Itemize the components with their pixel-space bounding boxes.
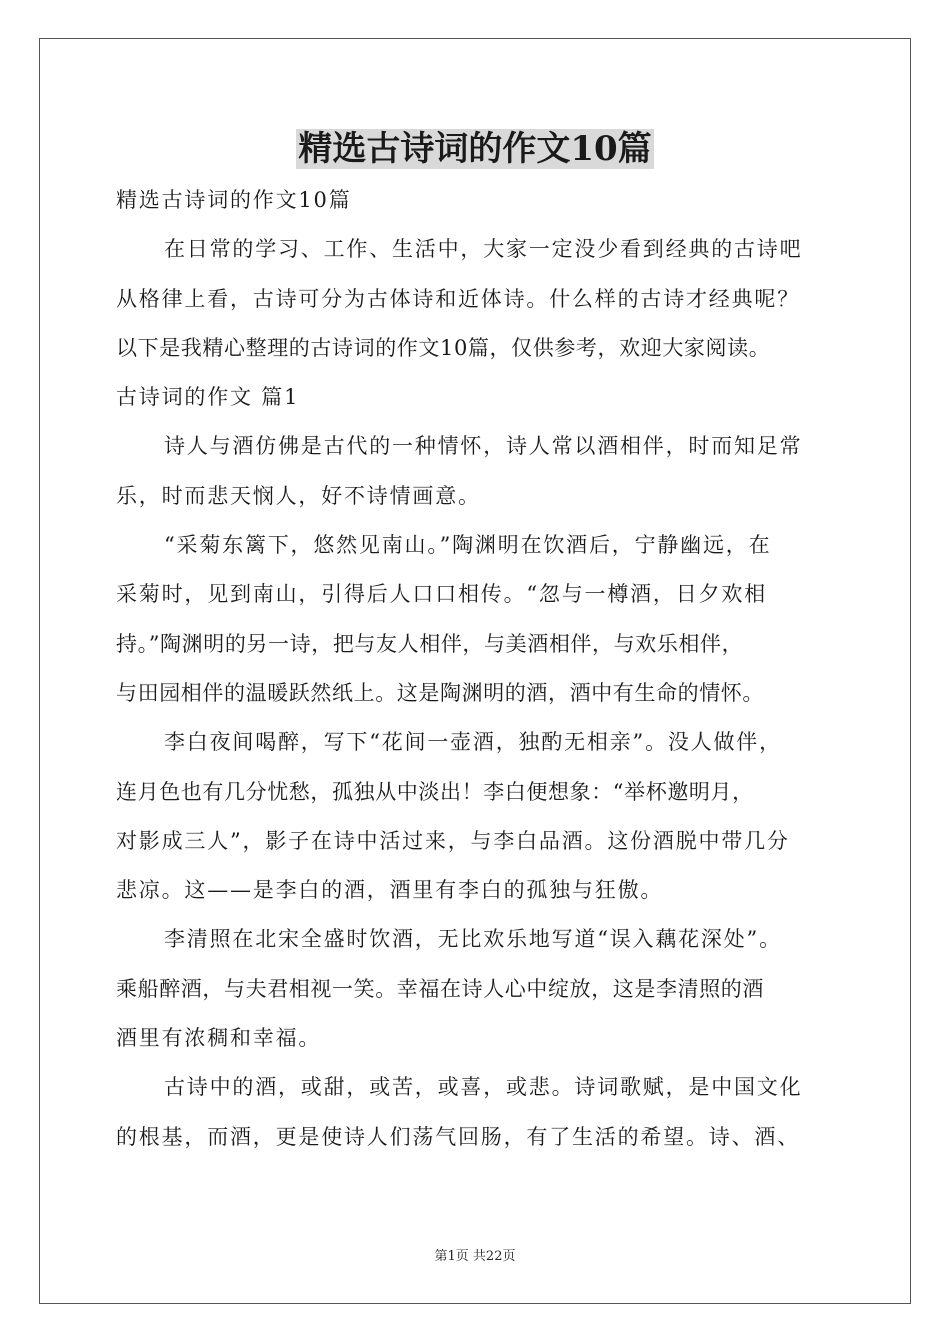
- paragraph-line: 从格律上看，古诗可分为古体诗和近体诗。什么样的古诗才经典呢？: [116, 286, 800, 311]
- paragraph-line: 与田园相伴的温暖跃然纸上。这是陶渊明的酒，酒中有生命的情怀。: [116, 680, 764, 705]
- paragraph-line: 连月色也有几分忧愁，孤独从中淡出！李白便想象：“举杯邀明月，: [116, 779, 754, 804]
- paragraph-line: 乘船醉酒，与夫君相视一笑。幸福在诗人心中绽放，这是李清照的酒: [116, 976, 764, 1001]
- paragraph-line: 李白夜间喝醉，写下“花间一壶酒，独酌无相亲”。没人做伴，: [164, 730, 782, 755]
- paragraph-line: “采菊东篱下，悠然见南山。”陶渊明在饮酒后，宁静幽远，在: [164, 533, 772, 558]
- paragraph-line: 李清照在北宋全盛时饮酒，无比欢乐地写道“误入藕花深处”。: [164, 927, 782, 952]
- paragraph-line: 在日常的学习、工作、生活中，大家一定没少看到经典的古诗吧: [164, 237, 803, 262]
- subtitle-line: 精选古诗词的作文10篇: [116, 188, 352, 212]
- page-number-footer: 第1页 共22页: [434, 1249, 516, 1264]
- paragraph-line: 对影成三人”，影子在诗中活过来，与李白品酒。这份酒脱中带几分: [116, 828, 790, 853]
- paragraph-line: 以下是我精心整理的古诗词的作文10篇，仅供参考，欢迎大家阅读。: [116, 335, 771, 360]
- paragraph-line: 的根基，而酒，更是使诗人们荡气回肠，有了生活的希望。诗、酒、: [116, 1124, 800, 1149]
- paragraph-line: 古诗中的酒，或甜，或苦，或喜，或悲。诗词歌赋，是中国文化: [164, 1075, 803, 1100]
- paragraph-line: 持。”陶渊明的另一诗，把与友人相伴，与美酒相伴，与欢乐相伴，: [116, 631, 744, 656]
- paragraph-line: 乐，时而悲天悯人，好不诗情画意。: [116, 483, 481, 508]
- section-heading: 古诗词的作文 篇1: [116, 385, 300, 410]
- document-title: [0, 126, 950, 172]
- paragraph-line: 诗人与酒仿佛是古代的一种情怀，诗人常以酒相伴，时而知足常: [164, 434, 803, 459]
- paragraph-line: 酒里有浓稠和幸福。: [116, 1026, 322, 1051]
- document-body: [116, 176, 836, 1162]
- paragraph-line: 采菊时，见到南山，引得后人口口相传。“忽与一樽酒，日夕欢相: [116, 582, 767, 607]
- document-title-text: 精选古诗词的作文10篇: [298, 129, 652, 169]
- paragraph-line: 悲凉。这——是李白的酒，酒里有李白的孤独与狂傲。: [116, 878, 664, 903]
